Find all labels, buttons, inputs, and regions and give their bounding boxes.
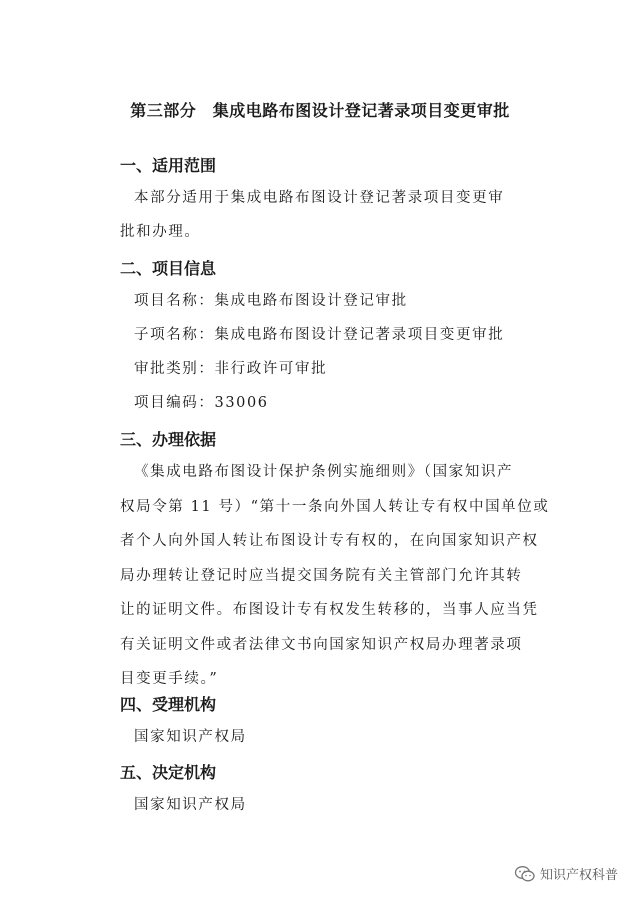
legal-basis-line: 目变更手续。” xyxy=(120,671,219,687)
legal-basis-line: 者个人向外国人转让布图设计专有权的，在向国家知识产权 xyxy=(120,533,539,549)
watermark xyxy=(514,864,618,883)
scope-line-2: 批和办理。 xyxy=(120,224,201,240)
legal-basis-paragraph xyxy=(120,455,560,697)
section-heading-scope: 一、适用范围 xyxy=(120,156,217,175)
legal-basis-line: 有关证明文件或者法律文书向国家知识产权局办理著录项 xyxy=(120,636,523,653)
info-item-project-code: 项目编码：33006 xyxy=(134,395,269,411)
section-heading-legal-basis: 三、办理依据 xyxy=(120,430,217,449)
info-item-subitem-name: 子项名称：集成电路布图设计登记著录项目变更审批 xyxy=(134,327,505,343)
accepting-authority-text: 国家知识产权局 xyxy=(134,729,247,745)
section-heading-deciding-authority: 五、决定机构 xyxy=(120,763,217,782)
info-item-project-name: 项目名称：集成电路布图设计登记审批 xyxy=(134,293,408,309)
section-heading-accepting-authority: 四、受理机构 xyxy=(120,695,217,714)
legal-basis-line: 局办理转让登记时应当提交国务院有关主管部门允许其转 xyxy=(120,567,523,584)
legal-basis-line: 让的证明文件。布图设计专有权发生转移的，当事人应当凭 xyxy=(120,602,539,618)
watermark-text: 知识产权科普 xyxy=(539,868,618,883)
page-title: 第三部分 集成电路布图设计登记著录项目变更审批 xyxy=(130,101,510,120)
section-heading-project-info: 二、项目信息 xyxy=(120,259,217,278)
wechat-icon xyxy=(514,865,536,883)
info-item-approval-type: 审批类别：非行政许可审批 xyxy=(134,361,328,377)
legal-basis-line: 《集成电路布图设计保护条例实施细则》（国家知识产 xyxy=(134,464,514,480)
scope-line-1: 本部分适用于集成电路布图设计登记著录项目变更审 xyxy=(134,190,505,206)
deciding-authority-text: 国家知识产权局 xyxy=(134,797,247,813)
legal-basis-line: 权局令第 11 号）“第十一条向外国人转让专有权中国单位或 xyxy=(120,498,550,515)
